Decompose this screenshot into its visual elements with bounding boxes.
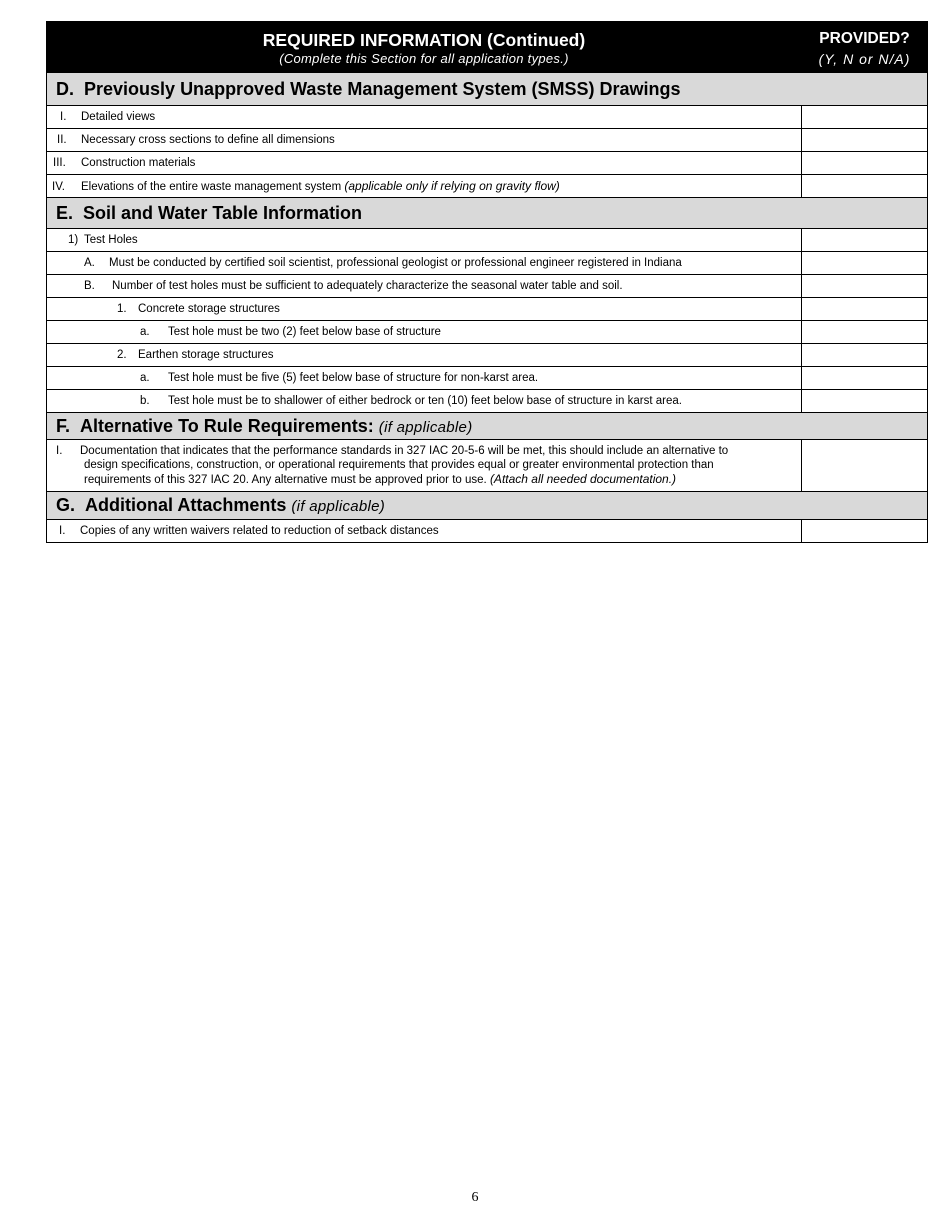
- table-header: [47, 22, 928, 73]
- table-row: [47, 275, 928, 298]
- provided-field[interactable]: [802, 390, 928, 413]
- provided-title: PROVIDED?: [819, 29, 910, 47]
- item-number: II.: [57, 134, 67, 146]
- header-subtitle: (Complete this Section for all application types.): [279, 51, 569, 66]
- section-f-title: Alternative To Rule Requirements:: [80, 415, 374, 436]
- section-e-letter: E.: [56, 202, 74, 223]
- section-d-header: [47, 73, 928, 106]
- provided-field[interactable]: [802, 275, 928, 298]
- item-text: Test hole must be five (5) feet below base of structure for non-karst area.: [168, 372, 539, 384]
- provided-subtitle: (Y, N or N/A): [818, 50, 911, 67]
- table-row: [47, 129, 928, 152]
- section-g-header: [47, 492, 928, 520]
- header-title: REQUIRED INFORMATION (Continued): [262, 30, 586, 50]
- table-row: [47, 252, 928, 275]
- item-text-line1: Documentation that indicates that the performance standards in 327 IAC 20-5-6 will be met, this should include an alternative to: [80, 445, 729, 457]
- item-text: Copies of any written waivers related to reduction of setback distances: [80, 525, 439, 537]
- provided-field[interactable]: [802, 344, 928, 367]
- section-e-title: Soil and Water Table Information: [83, 202, 363, 223]
- provided-field[interactable]: [802, 367, 928, 390]
- section-f-sub: (if applicable): [378, 418, 473, 436]
- section-e-header: [47, 198, 928, 229]
- item-number: I.: [56, 445, 63, 457]
- item-number: 2.: [117, 349, 127, 361]
- table-row: [47, 390, 928, 413]
- item-number: a.: [140, 326, 150, 338]
- section-d-letter: D.: [56, 78, 74, 99]
- item-text: Test hole must be two (2) feet below base of structure: [168, 326, 441, 338]
- provided-field[interactable]: [802, 152, 928, 175]
- item-number: IV.: [52, 181, 66, 193]
- provided-field[interactable]: [802, 129, 928, 152]
- provided-field[interactable]: [802, 252, 928, 275]
- item-text-line2: design specifications, construction, or operational requirements that provides equal or greater environmental protection than: [84, 459, 714, 471]
- item-text: Test Holes: [84, 234, 138, 246]
- required-information-table: [46, 21, 928, 543]
- table-row: [47, 321, 928, 344]
- item-number: a.: [140, 372, 150, 384]
- item-text: Necessary cross sections to define all dimensions: [81, 134, 335, 146]
- header-info-cell: [47, 22, 802, 73]
- item-number: 1.: [117, 303, 127, 315]
- item-note: (Attach all needed documentation.): [489, 472, 677, 486]
- table-row: [47, 520, 928, 543]
- table-row: [47, 106, 928, 129]
- item-text: Concrete storage structures: [138, 303, 280, 315]
- section-f-letter: F.: [56, 415, 71, 436]
- table-row: [47, 229, 928, 252]
- table-row: [47, 152, 928, 175]
- item-text-line3: requirements of this 327 IAC 20. Any alternative must be approved prior to use.: [84, 474, 487, 486]
- section-g-letter: G.: [56, 495, 76, 515]
- provided-field[interactable]: [802, 321, 928, 344]
- section-g-sub: (if applicable): [291, 498, 386, 515]
- provided-field[interactable]: [802, 520, 928, 543]
- section-g-title: Additional Attachments: [85, 495, 287, 515]
- item-text: Earthen storage structures: [138, 349, 274, 361]
- item-text: Detailed views: [81, 111, 156, 123]
- provided-field[interactable]: [802, 106, 928, 129]
- item-note: (applicable only if relying on gravity flow): [344, 179, 560, 193]
- table-row: [47, 298, 928, 321]
- provided-field[interactable]: [802, 440, 928, 492]
- table-row: [47, 175, 928, 198]
- item-text: Test hole must be to shallower of either bedrock or ten (10) feet below base of structure in karst area.: [168, 395, 682, 407]
- item-number: I.: [60, 111, 67, 123]
- section-d-title: Previously Unapproved Waste Management System (SMSS) Drawings: [84, 78, 681, 99]
- item-text: Must be conducted by certified soil scientist, professional geologist or professional engineer registered in Indiana: [109, 257, 682, 269]
- provided-field[interactable]: [802, 298, 928, 321]
- header-provided-cell: [802, 22, 928, 73]
- provided-field[interactable]: [802, 229, 928, 252]
- item-number: B.: [84, 280, 95, 292]
- page-number: 6: [471, 1190, 479, 1205]
- item-number: I.: [59, 525, 66, 537]
- item-text: Number of test holes must be sufficient to adequately characterize the seasonal water table and soil.: [112, 280, 623, 292]
- item-number: b.: [140, 395, 150, 407]
- table-row: [47, 440, 928, 492]
- item-number: 1): [68, 234, 79, 246]
- item-number: III.: [53, 157, 66, 169]
- provided-field[interactable]: [802, 175, 928, 198]
- item-number: A.: [84, 257, 95, 269]
- table-row: [47, 367, 928, 390]
- section-f-header: [47, 413, 928, 440]
- item-text: Elevations of the entire waste management system: [81, 181, 342, 193]
- item-text: Construction materials: [81, 157, 196, 169]
- table-row: [47, 344, 928, 367]
